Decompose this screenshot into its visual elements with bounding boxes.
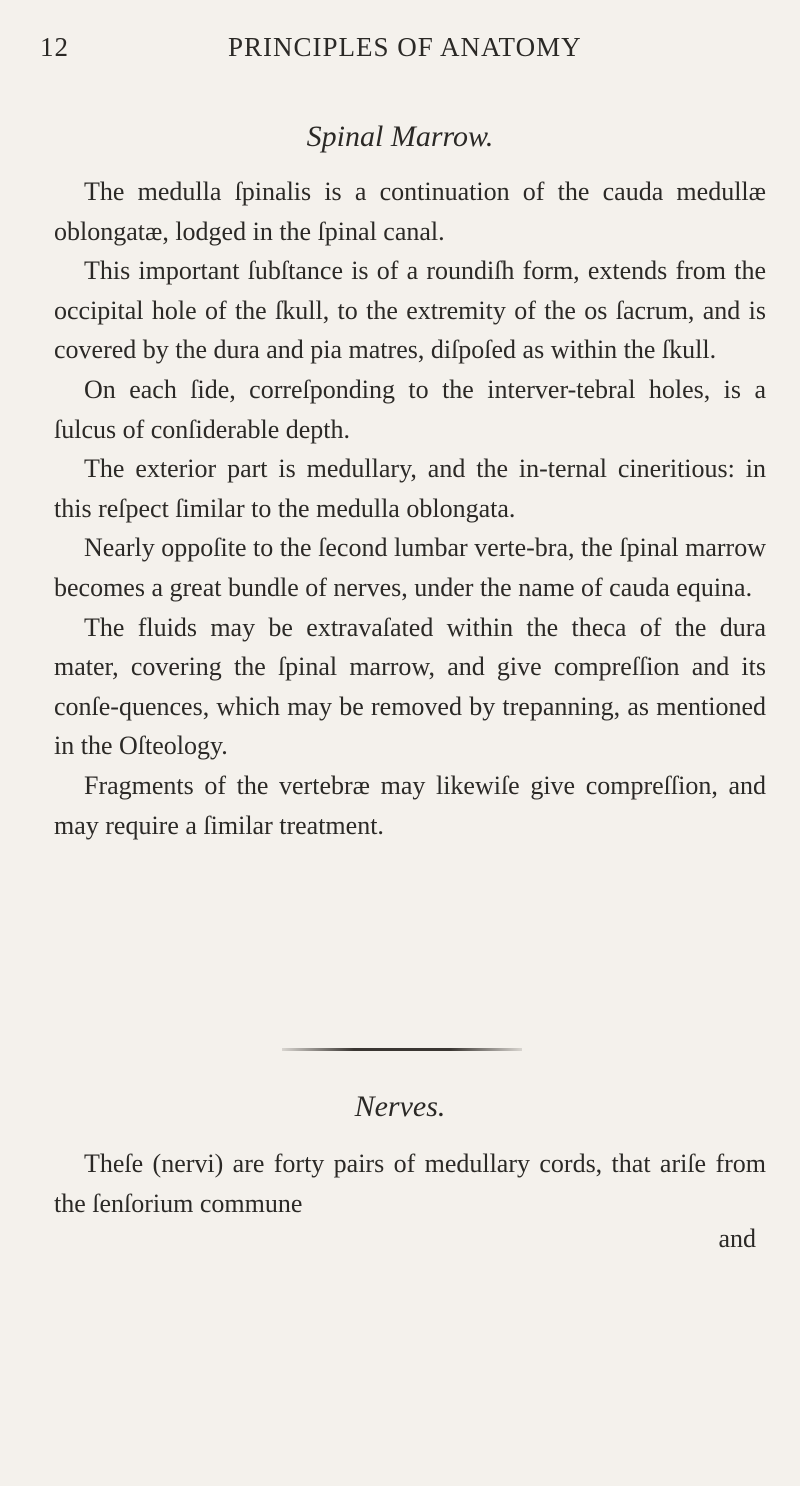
paragraph: Theſe (nervi) are forty pairs of medullary cords, that ariſe from the ſenſorium commune bbox=[54, 1149, 766, 1218]
spinal-marrow-text bbox=[54, 172, 766, 845]
paragraph: Nearly oppoſite to the ſecond lumbar verte-bra, the ſpinal marrow becomes a great bundle of nerves, under the name of cauda equina. bbox=[54, 533, 766, 602]
running-title: PRINCIPLES OF ANATOMY bbox=[228, 32, 582, 62]
nerves-text bbox=[54, 1144, 766, 1223]
paragraph: On each ſide, correſponding to the interver-tebral holes, is a ſulcus of conſiderable depth. bbox=[54, 374, 766, 444]
paragraph: The medulla ſpinalis is a continuation of the cauda medullæ oblongatæ, lodged in the ſpinal canal. bbox=[54, 177, 766, 246]
paragraph: This important ſubſtance is of a roundiſh form, extends from the occipital hole of the ſkull, to the extremity of the os ſacrum, and is covered by the dura and pia matres, diſpoſed as within the ſkull. bbox=[54, 256, 766, 365]
section-heading-spinal-marrow: Spinal Marrow. bbox=[306, 120, 494, 153]
page-number: 12 bbox=[40, 32, 69, 62]
running-head bbox=[40, 28, 760, 68]
catchword: and bbox=[718, 1224, 756, 1253]
section-divider bbox=[282, 1048, 522, 1051]
paragraph: Fragments of the vertebræ may likewiſe give compreſſion, and may require a ſimilar treatment. bbox=[54, 770, 766, 840]
paragraph: The fluids may be extravaſated within the theca of the dura mater, covering the ſpinal marrow, and give compreſſion and its conſe-quences, which may be removed by trepanning, as mentioned in the Oſteology. bbox=[54, 612, 766, 761]
paragraph: The exterior part is medullary, and the in-ternal cineritious: in this reſpect ſimilar to the medulla oblongata. bbox=[54, 454, 766, 523]
section-heading-nerves: Nerves. bbox=[354, 1090, 446, 1123]
